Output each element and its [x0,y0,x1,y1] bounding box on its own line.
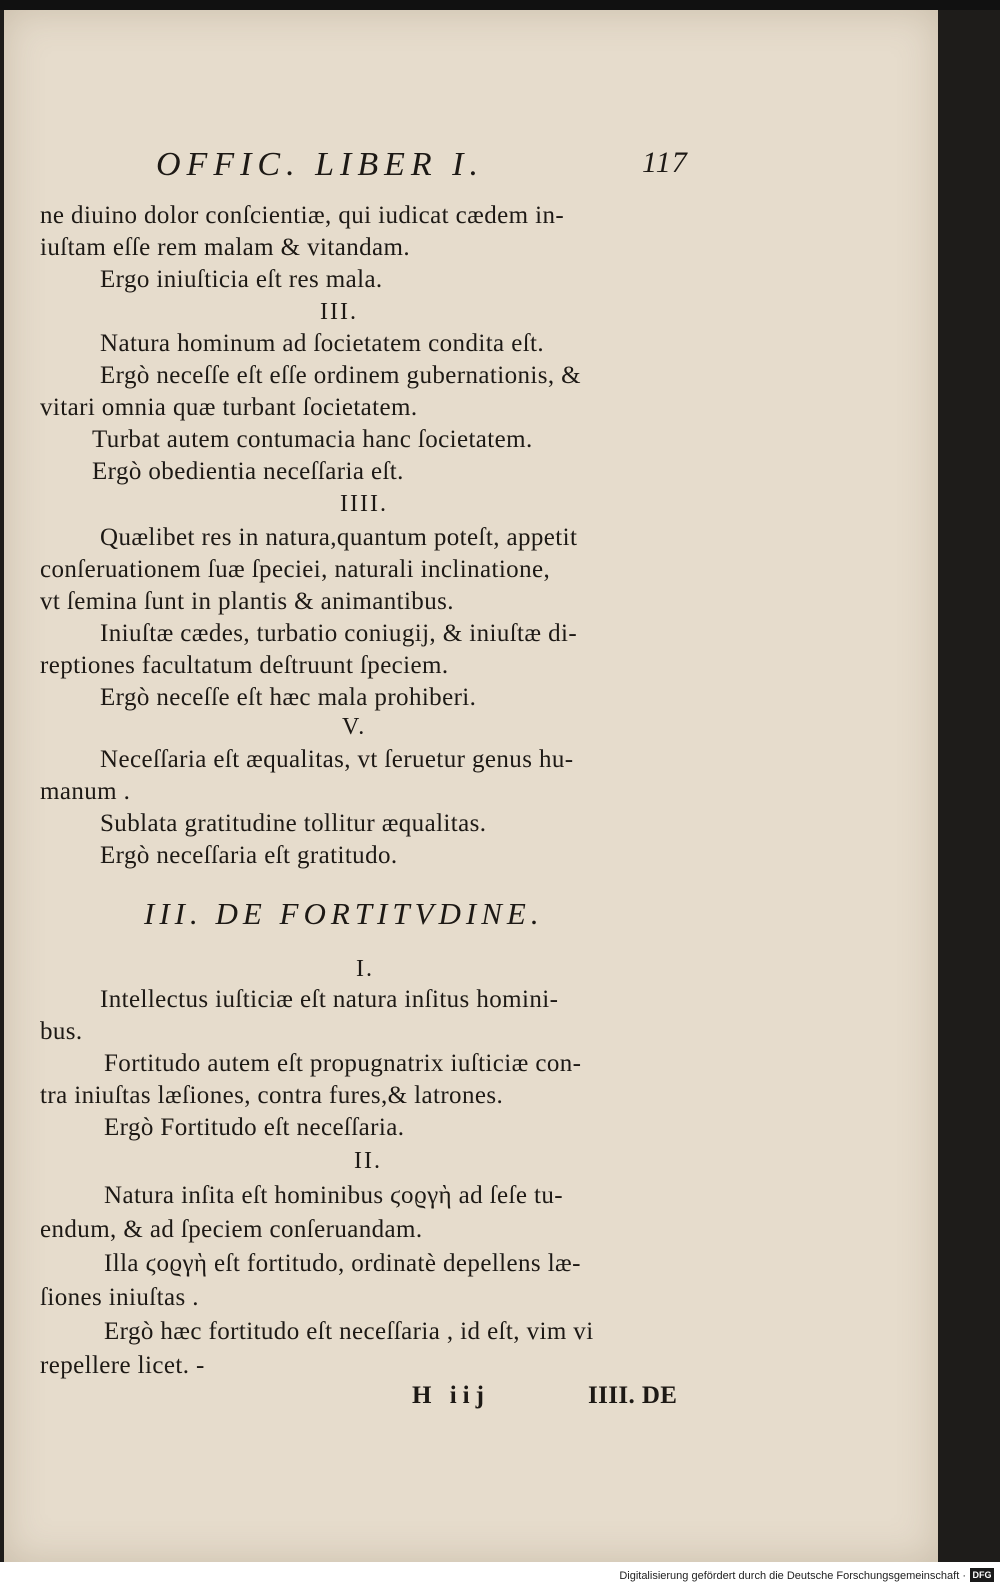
dfg-logo: DFG [970,1568,994,1582]
text-line: Natura inſita eſt hominibus ϛοϱγὴ ad ſeſe tu- [104,1182,563,1209]
text-line: tra iniuſtas læſiones, contra fures,& latrones. [40,1082,504,1109]
text-line: bus. [40,1018,83,1045]
section-number: II. [354,1148,382,1174]
text-line: Ergò hæc fortitudo eſt neceſſaria , id eſt, vim vi [104,1318,594,1345]
signature-mark: H iij [412,1382,490,1409]
book-page [4,10,938,1562]
text-line: Quælibet res in natura,quantum poteſt, appetit [100,524,578,551]
text-line: Natura hominum ad ſocietatem condita eſt. [100,330,545,357]
text-line: Ergò neceſſaria eſt gratitudo. [100,842,398,869]
text-line: Illa ϛοϱγὴ eſt fortitudo, ordinatè depellens læ- [104,1250,581,1277]
text-line: manum . [40,778,131,805]
footer-credit: Digitalisierung gefördert durch die Deutsche Forschungsgemeinschaft · [619,1570,966,1582]
scan-top-edge [0,0,1000,10]
text-line: Neceſſaria eſt æqualitas, vt ſeruetur genus hu- [100,746,574,773]
text-line: Turbat autem contumacia hanc ſocietatem. [92,426,533,453]
text-line: ſiones iniuſtas . [40,1284,199,1311]
text-line: iuſtam eſſe rem malam & vitandam. [40,234,411,261]
section-number: IIII. [340,491,388,517]
text-line: repellere licet. - [40,1352,205,1379]
section-number: I. [356,956,374,982]
section-heading: III. DE FORTITVDINE. [144,896,544,931]
text-line: ne diuino dolor conſcientiæ, qui iudicat cædem in- [40,202,565,229]
page-number: 117 [642,146,688,179]
text-line: Sublata gratitudine tollitur æqualitas. [100,810,487,837]
text-line: Ergò Fortitudo eſt neceſſaria. [104,1114,405,1141]
text-line: Fortitudo autem eſt propugnatrix iuſticiæ con- [104,1050,582,1077]
text-line: Intellectus iuſticiæ eſt natura inſitus homini- [100,986,559,1013]
text-line: conſeruationem ſuæ ſpeciei, naturali inclinatione, [40,556,551,583]
text-line: reptiones facultatum deſtruunt ſpeciem. [40,652,449,679]
text-line: vt ſemina ſunt in plantis & animantibus. [40,588,454,615]
section-number: V. [342,714,367,740]
text-line: Iniuſtæ cædes, turbatio coniugij, & iniuſtæ di- [100,620,578,647]
text-line: Ergò neceſſe eſt eſſe ordinem gubernationis, & [100,362,581,389]
catchword: IIII. DE [588,1382,678,1409]
text-line: Ergò obedientia neceſſaria eſt. [92,458,404,485]
text-line: Ergo iniuſticia eſt res mala. [100,266,383,293]
running-title: OFFIC. LIBER I. [156,146,484,183]
text-line: Ergò neceſſe eſt hæc mala prohiberi. [100,684,477,711]
section-number: III. [320,299,358,325]
text-line: vitari omnia quæ turbant ſocietatem. [40,394,418,421]
text-line: endum, & ad ſpeciem conſeruandam. [40,1216,423,1243]
